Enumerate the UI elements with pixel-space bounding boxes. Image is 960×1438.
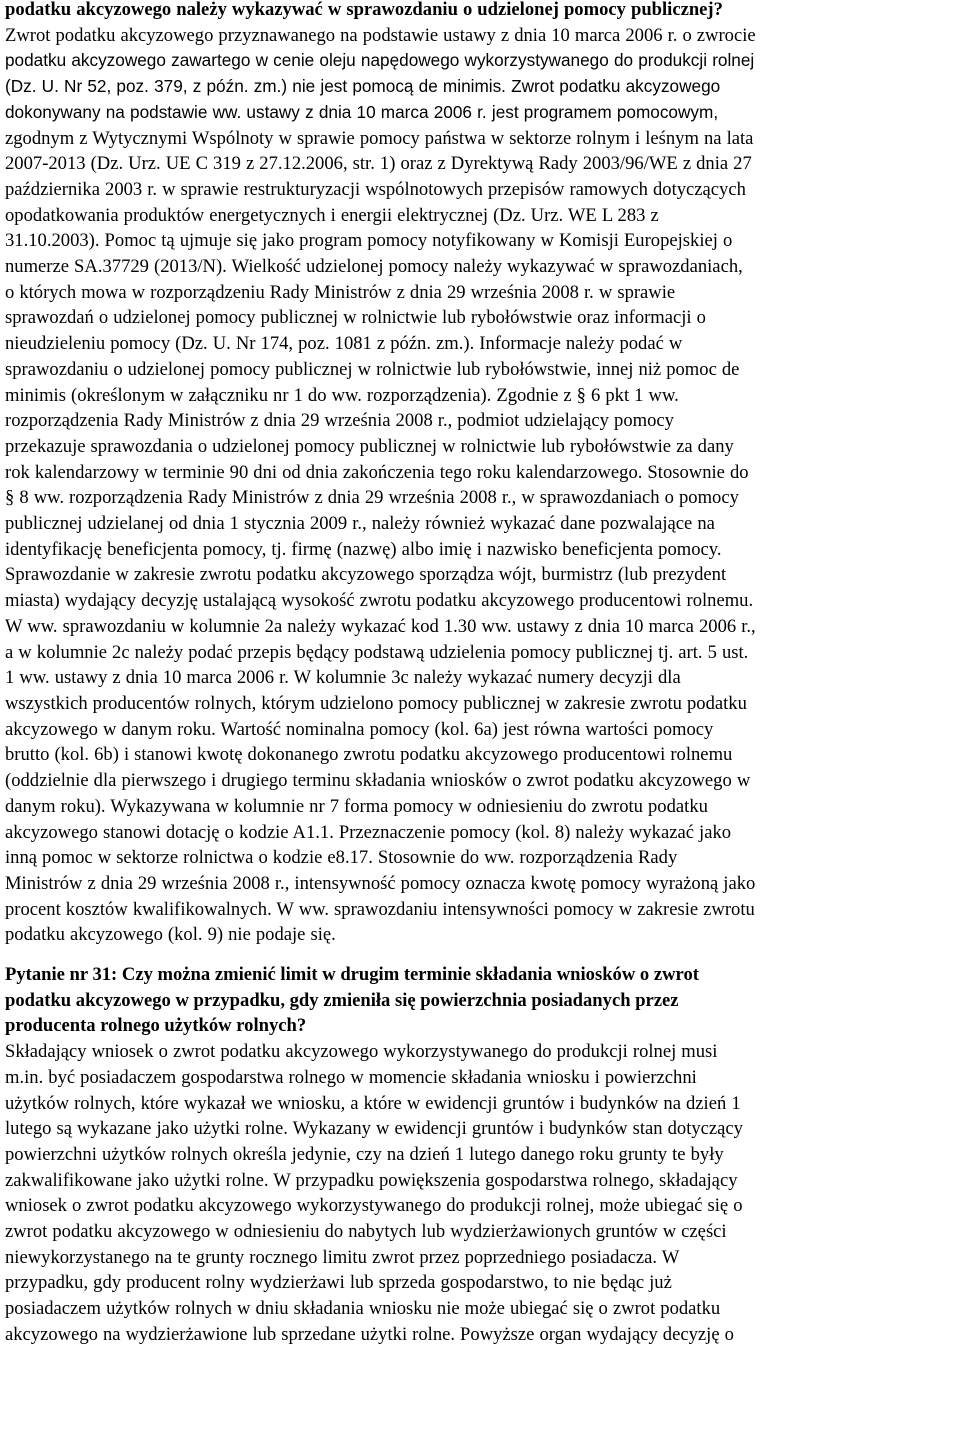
text-line: danym roku). Wykazywana w kolumnie nr 7 forma pomocy w odniesieniu do zwrotu podatku [5,795,708,817]
text-line: przekazuje sprawozdania o udzielonej pomocy publicznej w rolnictwie lub rybołówstwie za dany [5,435,734,457]
text-line: posiadaczem użytków rolnych w dniu składania wniosku nie może ubiegać się o zwrot podatku [5,1298,721,1320]
body-paragraph-2 [5,1039,955,1347]
text-line: zgodnym z Wytycznymi Wspólnoty w sprawie pomocy państwa w sektorze rolnym i leśnym na lata [5,127,754,149]
text-line: zakwalifikowane jako użytki rolne. W przypadku powiększenia gospodarstwa rolnego, składający [5,1169,738,1191]
text-line: numerze SA.37729 (2013/N). Wielkość udzielonej pomocy należy wykazywać w sprawozdaniach, [5,256,743,278]
text-line: lutego są wykazane jako użytki rolne. Wykazany w ewidencji gruntów i budynków stan dotyczący [5,1118,743,1140]
body-paragraph-1 [5,0,955,948]
text-line: a w kolumnie 2c należy podać przepis będący podstawą udzielenia pomocy publicznej tj. art. 5 ust. [5,641,749,663]
text-line: publicznej udzielanej od dnia 1 stycznia 2009 r., należy również wykazać dane pozwalające na [5,513,715,535]
text-line: 2007-2013 (Dz. Urz. UE C 319 z 27.12.2006, str. 1) oraz z Dyrektywą Rady 2003/96/WE z dnia 27 [5,153,752,175]
text-line: miasta) wydający decyzję ustalającą wysokość zwrotu podatku akcyzowego producentowi rolnemu. [5,590,754,612]
text-line: dokonywany na podstawie ww. ustawy z dnia 10 marca 2006 r. jest programem pomocowym, [5,101,719,122]
text-line: października 2003 r. w sprawie restrukturyzacji wspólnotowych przepisów ramowych dotyczących [5,178,746,200]
text-line: o których mowa w rozporządzeniu Rady Ministrów z dnia 29 września 2008 r. w sprawie [5,281,676,303]
text-line: Zwrot podatku akcyzowego przyznawanego na podstawie ustawy z dnia 10 marca 2006 r. o zwrocie [5,24,756,46]
text-line: akcyzowego stanowi dotację o kodzie A1.1. Przeznaczenie pomocy (kol. 8) należy wykazać jako [5,821,732,843]
text-line: m.in. być posiadaczem gospodarstwa rolnego w momencie składania wniosku i powierzchni [5,1066,697,1088]
text-line: 31.10.2003). Pomoc tą ujmuje się jako program pomocy notyfikowany w Komisji Europejskiej o [5,230,733,252]
text-line: wniosek o zwrot podatku akcyzowego wykorzystywanego do produkcji rolnej, może ubiegać się o [5,1195,743,1217]
text-line: (Dz. U. Nr 52, poz. 379, z późn. zm.) nie jest pomocą de minimis. Zwrot podatku akcyzowego [5,76,721,97]
heading-line: podatku akcyzowego w przypadku, gdy zmieniła się powierzchnia posiadanych przez [5,989,679,1011]
text-line: Składający wniosek o zwrot podatku akcyzowego wykorzystywanego do produkcji rolnej musi [5,1041,718,1063]
text-line: akcyzowego na wydzierżawione lub sprzedane użytki rolne. Powyższe organ wydający decyzję o [5,1323,734,1345]
text-line: identyfikację beneficjenta pomocy, tj. firmę (nazwę) albo imię i nazwisko beneficjenta pomocy. [5,538,722,560]
text-line: wszystkich producentów rolnych, którym udzielono pomocy publicznej w zakresie zwrotu podatku [5,692,747,714]
text-line: podatku akcyzowego zawartego w cenie oleju napędowego wykorzystywanego do produkcji rolnej [5,50,755,71]
text-line: procent kosztów kwalifikowalnych. W ww. sprawozdaniu intensywności pomocy w zakresie zwrotu [5,898,755,920]
text-line: przypadku, gdy producent rolny wydzierżawi lub sprzeda gospodarstwo, to nie będąc już [5,1272,672,1294]
heading-line: Pytanie nr 31: Czy można zmienić limit w drugim terminie składania wniosków o zwrot [5,964,699,986]
text-line: rozporządzenia Rady Ministrów z dnia 29 września 2008 r., podmiot udzielający pomocy [5,410,674,432]
text-line: brutto (kol. 6b) i stanowi kwotę dokonanego zwrotu podatku akcyzowego producentowi rolnemu [5,744,733,766]
text-line: 1 ww. ustawy z dnia 10 marca 2006 r. W kolumnie 3c należy wykazać numery decyzji dla [5,667,681,689]
text-line: powierzchni użytków rolnych określa jedynie, czy na dzień 1 lutego danego roku grunty te były [5,1143,724,1165]
text-line: zwrot podatku akcyzowego w odniesieniu do nabytych lub wydzierżawionych gruntów w części [5,1221,727,1243]
text-line: Ministrów z dnia 29 września 2008 r., intensywność pomocy oznacza kwotę pomocy wyrażoną jako [5,872,756,894]
text-line: opodatkowania produktów energetycznych i energii elektrycznej (Dz. Urz. WE L 283 z [5,204,659,226]
text-line: sprawozdań o udzielonej pomocy publicznej w rolnictwie lub rybołówstwie oraz informacji o [5,307,706,329]
document-page [5,0,955,1348]
text-line: podatku akcyzowego (kol. 9) nie podaje się. [5,924,336,946]
text-line: W ww. sprawozdaniu w kolumnie 2a należy wykazać kod 1.30 ww. ustawy z dnia 10 marca 2006 r., [5,615,756,637]
text-line: inną pomoc w sektorze rolnictwa o kodzie e8.17. Stosownie do ww. rozporządzenia Rady [5,847,678,869]
text-line: rok kalendarzowy w terminie 90 dni od dnia zakończenia tego roku kalendarzowego. Stosownie do [5,461,749,483]
text-line: podatku akcyzowego należy wykazywać w sprawozdaniu o udzielonej pomocy publicznej? [5,0,723,20]
text-line: użytków rolnych, które wykazał we wniosku, a które w ewidencji gruntów i budynków na dzień 1 [5,1092,741,1114]
text-line: niewykorzystanego na te grunty rocznego limitu zwrot przez poprzedniego posiadacza. W [5,1246,680,1268]
text-line: minimis (określonym w załączniku nr 1 do ww. rozporządzenia). Zgodnie z § 6 pkt 1 ww. [5,384,679,406]
text-line: akcyzowego w danym roku. Wartość nominalna pomocy (kol. 6a) jest równa wartości pomocy [5,718,714,740]
text-line: nieudzieleniu pomocy (Dz. U. Nr 174, poz. 1081 z późn. zm.). Informacje należy podać w [5,333,683,355]
question-heading [5,962,955,1039]
text-line: (oddzielnie dla pierwszego i drugiego terminu składania wniosków o zwrot podatku akcyzowego w [5,770,751,792]
text-line: § 8 ww. rozporządzenia Rady Ministrów z dnia 29 września 2008 r., w sprawozdaniach o pomocy [5,487,739,509]
heading-line: producenta rolnego użytków rolnych? [5,1015,307,1037]
text-line: Sprawozdanie w zakresie zwrotu podatku akcyzowego sporządza wójt, burmistrz (lub prezydent [5,564,727,586]
text-line: sprawozdaniu o udzielonej pomocy publicznej w rolnictwie lub rybołówstwie, innej niż pomoc de [5,358,740,380]
